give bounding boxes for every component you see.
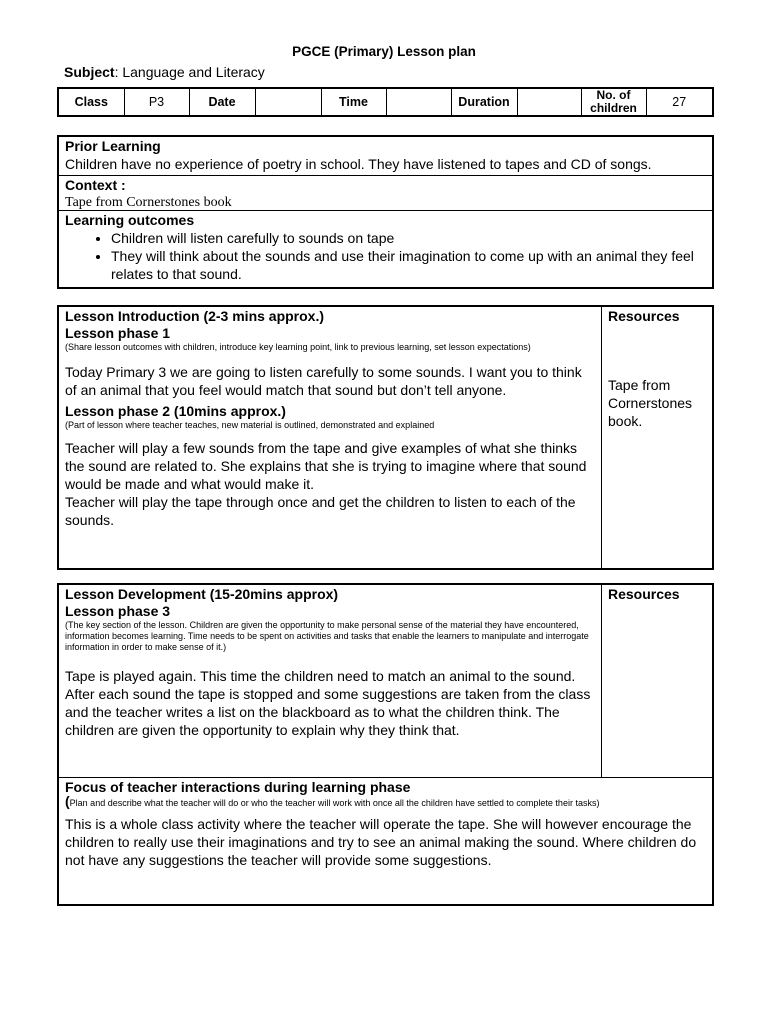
phase3-heading: Lesson phase 3 [65, 603, 171, 619]
lesson-introduction-content [59, 307, 602, 568]
children-label-line1: No. of [596, 88, 631, 102]
phase2-text-1: Teacher will play a few sounds from the tape and give examples of what she thinks the sound are related to. She explains that she is trying to imagine where that sound would be made and what would make it. [65, 440, 587, 492]
lesson-development-section [59, 585, 712, 778]
class-label: Class [58, 88, 124, 116]
class-value: P3 [124, 88, 189, 116]
subject-label: Subject [64, 64, 115, 80]
focus-note-paren: ( [65, 793, 70, 809]
page-title: PGCE (Primary) Lesson plan [292, 44, 476, 59]
lesson-development-content [59, 585, 602, 777]
lesson-info-table [57, 87, 714, 117]
phase2-heading: Lesson phase 2 (10mins approx.) [65, 403, 286, 419]
children-label-line2: children [590, 101, 637, 115]
time-value [386, 88, 451, 116]
introduction-resources-text: Tape from Cornerstones book. [608, 377, 693, 429]
introduction-resources [602, 307, 712, 568]
duration-value [517, 88, 581, 116]
outcomes-section [59, 211, 712, 287]
outcome-item: • Children will listen carefully to sounds on tape [111, 229, 706, 247]
development-resources [602, 585, 712, 777]
duration-label: Duration [451, 88, 517, 116]
focus-heading: Focus of teacher interactions during learning phase [65, 779, 411, 795]
focus-note [65, 793, 706, 809]
lesson-introduction-row [59, 307, 712, 568]
lesson-development-row [59, 585, 712, 777]
prior-learning-section [59, 137, 712, 176]
introduction-resources-heading: Resources [608, 308, 680, 324]
time-label: Time [321, 88, 386, 116]
development-heading: Lesson Development (15-20mins approx) [65, 586, 339, 602]
lesson-introduction-box [57, 305, 714, 570]
context-section [59, 176, 712, 211]
subject-line [64, 64, 265, 80]
date-label: Date [189, 88, 255, 116]
outcome-item: • They will think about the sounds and use their imagination to come up with an animal they feel relates to that sound. [111, 247, 706, 283]
introduction-heading: Lesson Introduction (2-3 mins approx.) [65, 308, 325, 324]
lesson-development-box [57, 583, 714, 906]
phase2-note: (Part of lesson where teacher teaches, new material is outlined, demonstrated and explained [65, 420, 435, 430]
focus-text: This is a whole class activity where the teacher will operate the tape. She will however encourage the children to really use their imaginations and try to see an animal making the sound. Where children do not have any suggestions the teacher will provide some suggestions. [65, 816, 697, 868]
children-value: 27 [646, 88, 713, 116]
phase1-note: (Share lesson outcomes with children, introduce key learning point, link to previous learning, set lesson expectations) [65, 342, 531, 352]
phase3-text: Tape is played again. This time the children need to match an animal to the sound. After each sound the tape is stopped and some suggestions are taken from the class and the teacher writes a list on the blackboard as to what the children think. The children are given the opportunity to explain why they think that. [65, 668, 591, 738]
outcomes-list [65, 229, 706, 283]
focus-section [59, 778, 712, 870]
prior-learning-box [57, 135, 714, 289]
phase3-note: (The key section of the lesson. Children are given the opportunity to make personal sense of the material they have encountered, information becomes learning. Time needs to be spent on activities and tasks that enable the learners to manipulate and interrogate information in order to make sense of it.) [65, 620, 589, 652]
phase1-text: Today Primary 3 we are going to listen carefully to some sounds. I want you to think of an animal that you feel would match that sound but don’t tell anyone. [65, 364, 582, 398]
context-heading: Context : [65, 177, 126, 193]
focus-note-text: Plan and describe what the teacher will do or who the teacher will work with once all the children have settled to complete their tasks) [69, 798, 600, 808]
phase2-text-2: Teacher will play the tape through once and get the children to listen to each of the sounds. [65, 494, 576, 528]
development-resources-heading: Resources [608, 586, 680, 602]
children-label [581, 88, 646, 116]
date-value [255, 88, 321, 116]
phase1-heading: Lesson phase 1 [65, 325, 171, 341]
prior-learning-heading: Prior Learning [65, 138, 161, 154]
subject-value: : Language and Literacy [114, 64, 265, 80]
outcomes-heading: Learning outcomes [65, 212, 195, 228]
prior-learning-text: Children have no experience of poetry in school. They have listened to tapes and CD of songs. [65, 156, 652, 172]
context-text: Tape from Cornerstones book [65, 195, 232, 210]
